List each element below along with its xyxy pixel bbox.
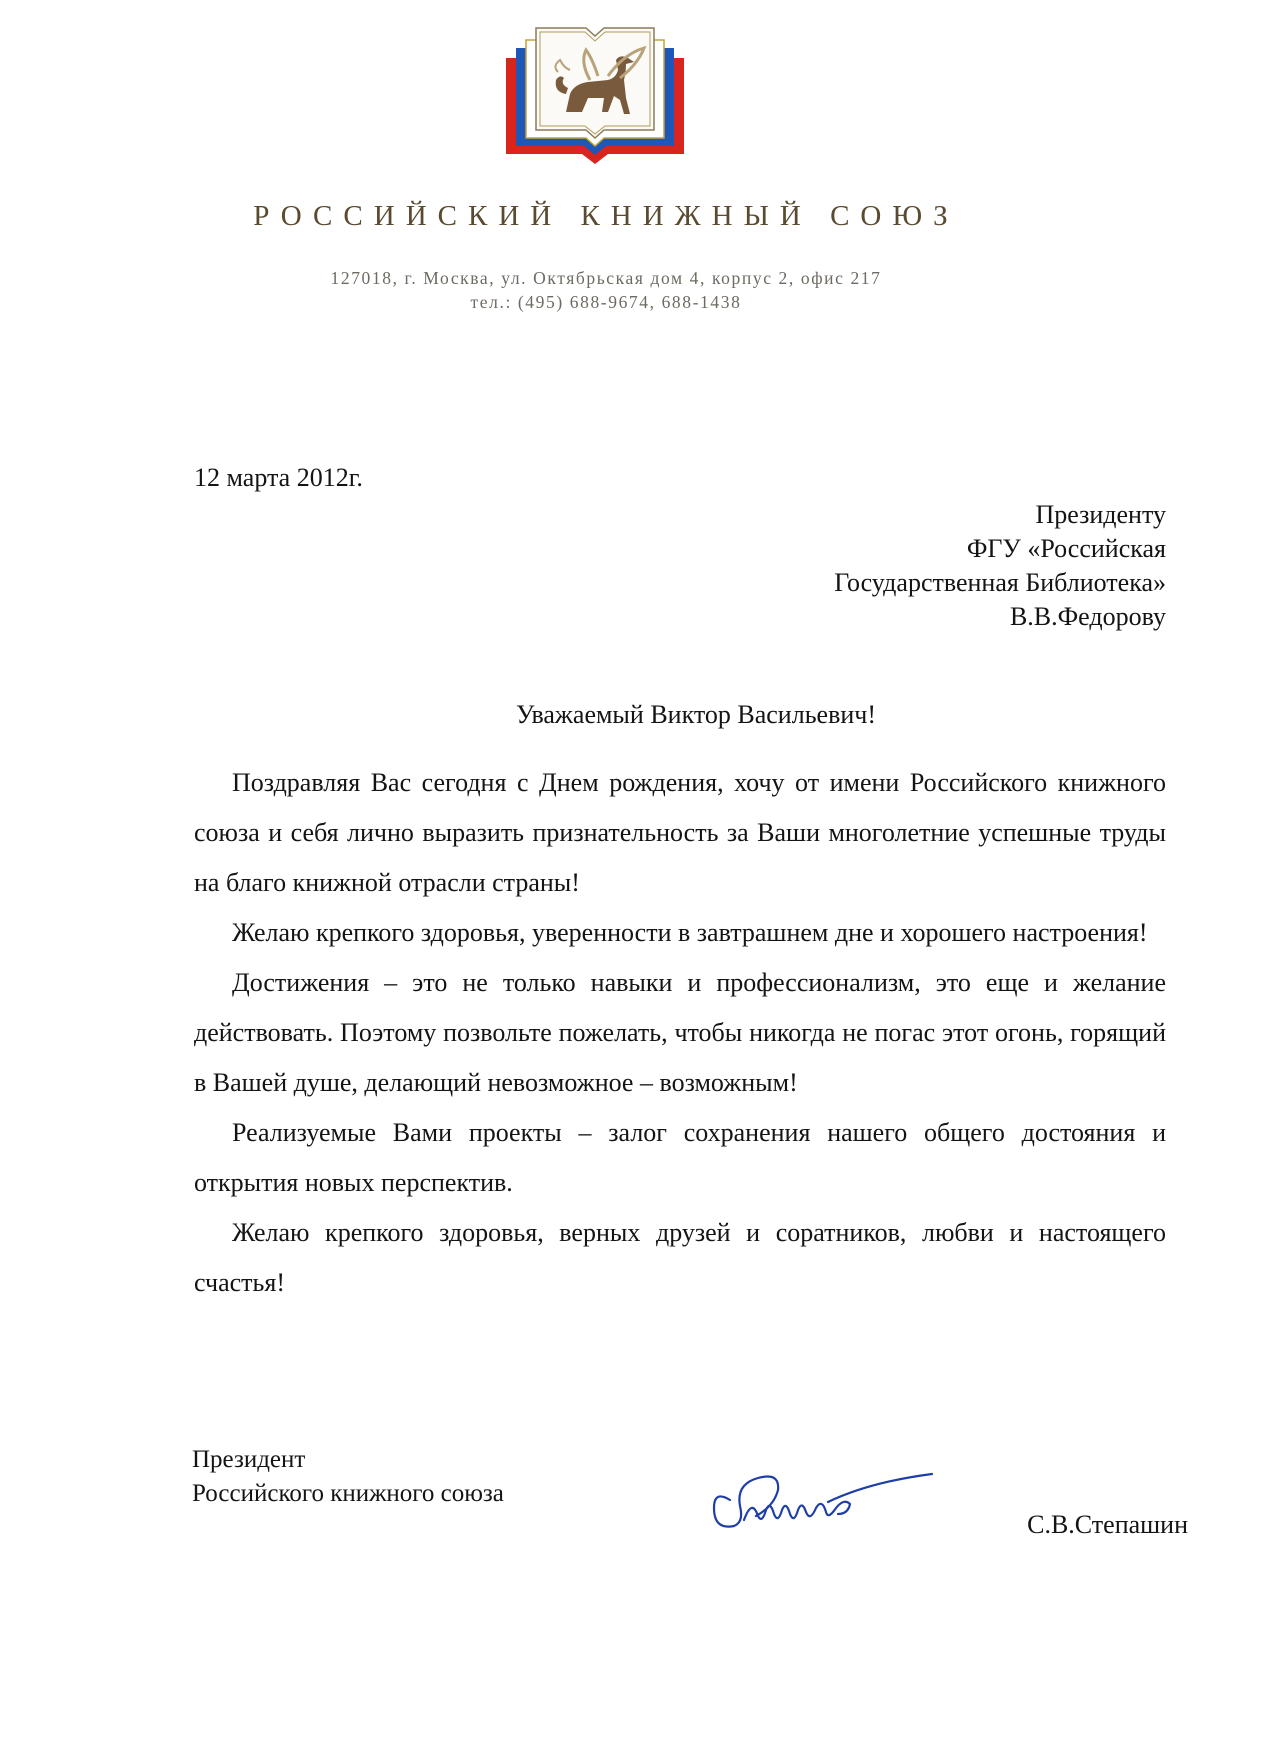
- addressee-line: В.В.Федорову: [1009, 602, 1166, 631]
- organization-name: РОССИЙСКИЙ КНИЖНЫЙ СОЮЗ: [253, 200, 959, 232]
- signer-organization: Российского книжного союза: [192, 1480, 504, 1507]
- griffin-book-emblem-icon: [504, 14, 686, 164]
- body-paragraph: Поздравляя Вас сегодня с Днем рождения, хочу от имени Российского книжного союза и себя лично выразить признательность за Ваши многолетние успешные труды на благо книжной отрасли страны!: [194, 768, 1166, 897]
- body-paragraph: Желаю крепкого здоровья, уверенности в завтрашнем дне и хорошего настроения!: [232, 918, 1148, 947]
- organization-address: 127018, г. Москва, ул. Октябрьская дом 4, корпус 2, офис 217: [330, 268, 882, 288]
- letter-body: [194, 758, 1166, 1308]
- body-paragraph: Желаю крепкого здоровья, верных друзей и соратников, любви и настоящего счастья!: [194, 1218, 1166, 1297]
- signer-title: Президент: [192, 1446, 306, 1473]
- addressee-line: Государственная Библиотека»: [834, 568, 1166, 597]
- addressee-block: [834, 498, 1166, 634]
- letterhead-logo: [504, 14, 686, 164]
- signatory-name: С.В.Степашин: [1027, 1510, 1188, 1539]
- signer-title-block: [192, 1443, 504, 1511]
- body-paragraph: Реализуемые Вами проекты – залог сохранения нашего общего достояния и открытия новых перспектив.: [194, 1118, 1166, 1197]
- addressee-line: ФГУ «Российская: [966, 534, 1166, 563]
- body-paragraph: Достижения – это не только навыки и профессионализм, это еще и желание действовать. Поэтому позвольте пожелать, чтобы никогда не погас этот огонь, горящий в Вашей душе, делающий невозможное – возможным!: [194, 968, 1166, 1097]
- organization-phone: тел.: (495) 688-9674, 688-1438: [470, 292, 742, 312]
- salutation: Уважаемый Виктор Васильевич!: [515, 700, 877, 729]
- signature-icon: [700, 1450, 950, 1540]
- letter-date: 12 марта 2012г.: [194, 463, 363, 492]
- handwritten-signature: [700, 1450, 950, 1540]
- addressee-line: Президенту: [1035, 500, 1166, 529]
